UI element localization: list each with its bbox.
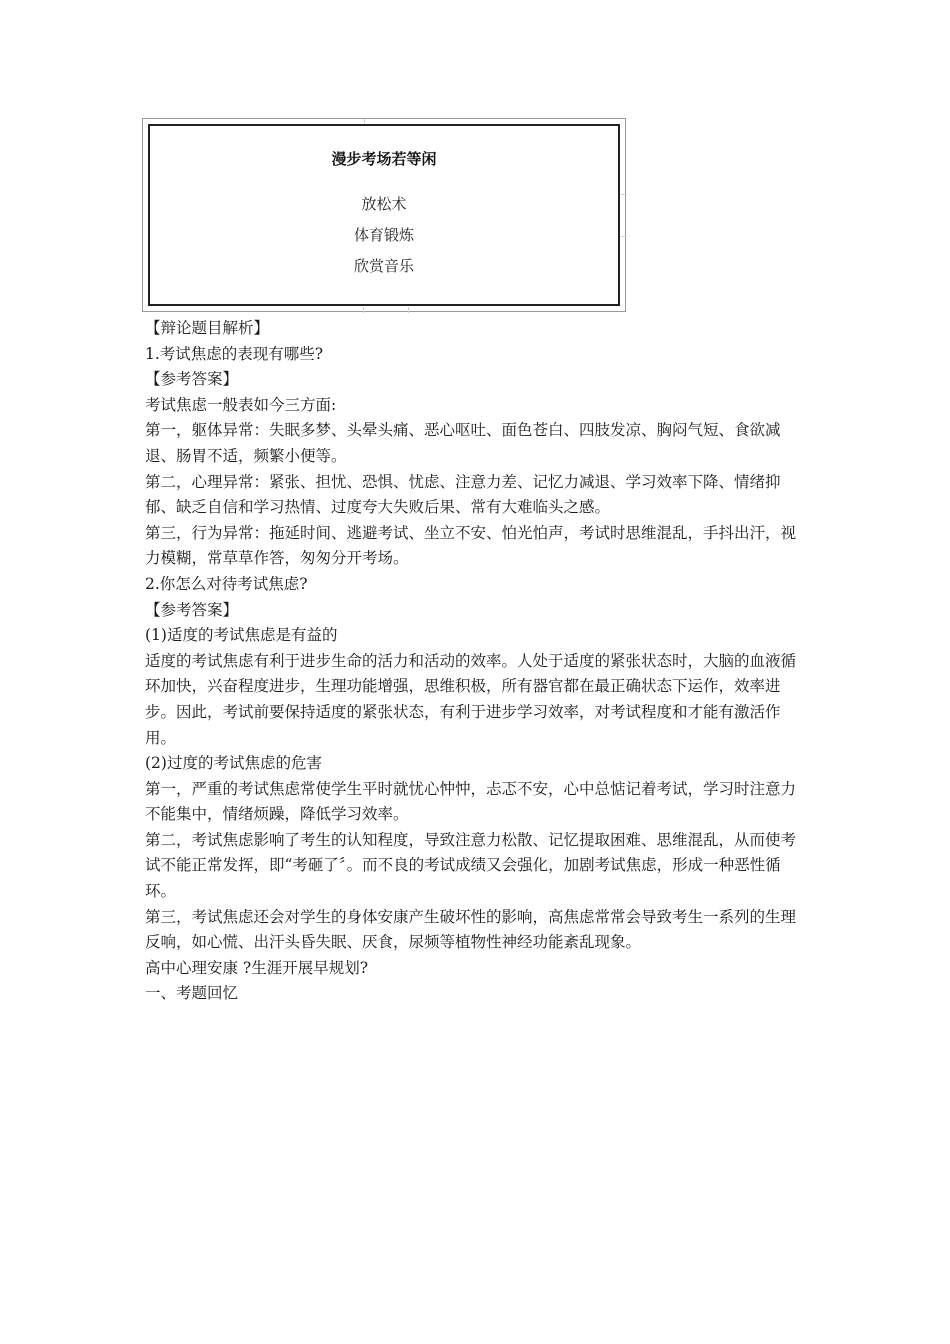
grid-line — [621, 236, 627, 237]
paragraph: 高中心理安康 ?生涯开展早规划? — [145, 958, 369, 977]
question: 1.考试焦虑的表现有哪些? — [145, 344, 324, 363]
grid-line — [364, 119, 365, 123]
subheading: (1)适度的考试焦虑是有益的 — [145, 626, 338, 645]
paragraph: 一、考题回忆 — [145, 984, 239, 1003]
figure-title: 漫步考场若等闲 — [331, 150, 437, 168]
grid-line — [408, 307, 409, 313]
paragraph: 第三，考试焦虑还会对学生的身体安康产生破坏性的影响，高焦虑常常会导致考生一系列的生理反响，如心慌、出汗头昏失眠、厌食，尿频等植物性神经功能紊乱现象。 — [145, 907, 797, 952]
document-body — [145, 316, 809, 1007]
figure-item: 放松术 — [361, 195, 407, 213]
figure-frame — [148, 124, 620, 306]
paragraph: 第一，躯体异常：失眠多梦、头晕头痛、恶心呕吐、面色苍白、四肢发凉、胸闷气短、食欲减退、肠胃不适，频繁小便等。 — [145, 421, 781, 465]
grid-line — [621, 194, 627, 195]
paragraph: 第二，考试焦虑影响了考生的认知程度，导致注意力松散、记忆提取困难、思维混乱，从而使考试不能正常发挥，即“考砸了〞。而不良的考试成绩又会强化，加剧考试焦虑，形成一种恶性循环。 — [145, 830, 797, 901]
section-heading: 【辩论题目解析】 — [145, 319, 270, 337]
figure-box — [142, 118, 626, 312]
question: 2.你怎么对待考试焦虑? — [145, 574, 308, 593]
subheading: (2)过度的考试焦虑的危害 — [145, 754, 322, 773]
answer-heading: 【参考答案】 — [145, 600, 239, 619]
paragraph: 第三，行为异常：拖延时间、逃避考试、坐立不安、怕光怕声，考试时思维混乱，手抖出汗，视力模糊，常草草作答，匆匆分开考场。 — [145, 523, 797, 568]
figure-item: 体育锻炼 — [353, 226, 414, 244]
answer-heading: 【参考答案】 — [145, 370, 239, 389]
paragraph: 适度的考试焦虑有利于进步生命的活力和活动的效率。人处于适度的紧张状态时，大脑的血液循环加快，兴奋程度进步，生理功能增强，思维积极，所有器官都在最正确状态下运作，效率进步。因此，考试前要保持适度的紧张状态，有利于进步学习效率，对考试程度和才能有激活作用。 — [145, 651, 797, 747]
grid-line — [363, 307, 364, 313]
paragraph: 考试焦虑一般表如今三方面: — [145, 395, 337, 414]
paragraph: 第一，严重的考试焦虑常使学生平时就忧心忡忡，忐忑不安，心中总惦记着考试，学习时注意力不能集中，情绪烦躁，降低学习效率。 — [145, 779, 797, 824]
figure-item: 欣赏音乐 — [353, 257, 414, 275]
paragraph: 第二，心理异常：紧张、担忧、恐惧、忧虑、注意力差、记忆力减退、学习效率下降、情绪抑郁、缺乏自信和学习热情、过度夸大失败后果、常有大难临头之感。 — [145, 472, 781, 517]
